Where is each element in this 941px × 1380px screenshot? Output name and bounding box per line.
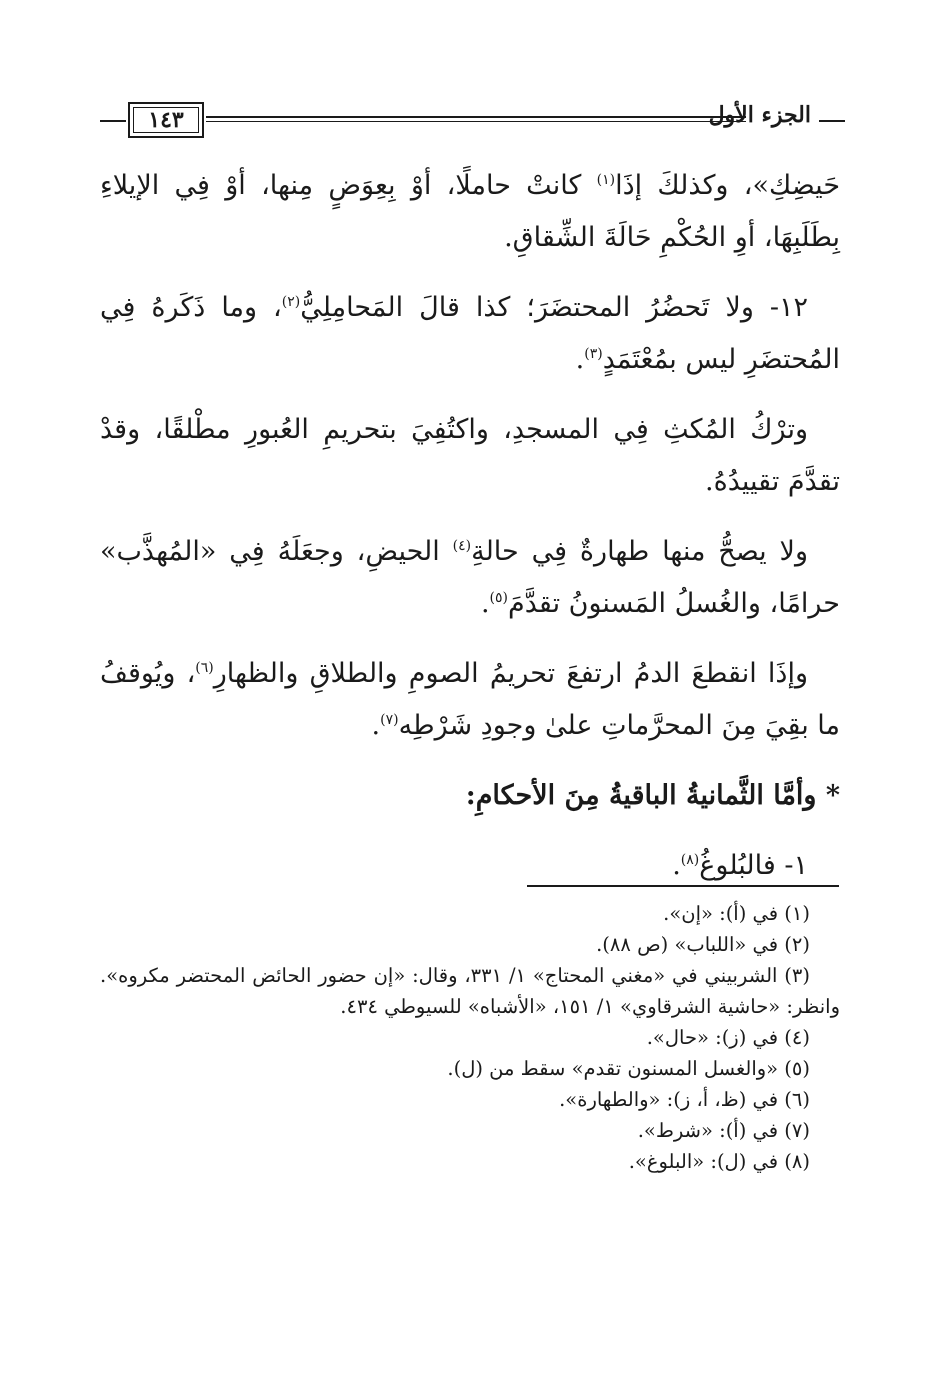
footnote-ref-6: (٦) xyxy=(195,660,214,676)
footnote-ref-4: (٤) xyxy=(452,538,472,554)
footnote-ref-1: (١) xyxy=(596,172,616,188)
footnote-4: (٤) في (ز): «حال». xyxy=(646,1026,810,1049)
paragraph-1-text: حَيضِكِ»، وكذلكَ إذَا xyxy=(615,170,841,201)
paragraph-1-rest: كانتْ حاملًا، أوْ بِعِوَضٍ مِنها، أوْ فِي الإيلاءِ بِطَلَبِهَا، أوِ الحُكْمِ حَالَةَ الشِّقاقِ. xyxy=(100,170,840,253)
footnote-5: (٥) «والغسل المسنون تقدم» سقط من (ل). xyxy=(447,1057,810,1080)
footnote-7: (٧) في (أ): «شرط». xyxy=(637,1119,810,1142)
paragraph-5 xyxy=(100,648,840,752)
header-rule-right xyxy=(819,120,845,122)
footnote-ref-7: (٧) xyxy=(380,712,399,728)
footnote-6: (٦) في (ظ، أ، ز): «والطهارة». xyxy=(559,1088,810,1111)
paragraph-4 xyxy=(100,526,840,630)
paragraph-2-text: ١٢- ولا تَحضُرُ المحتضَرَ؛ كذا قالَ المَحامِلِيُّ xyxy=(300,292,809,323)
footnote-ref-3: (٣) xyxy=(584,346,603,362)
list-item-1-text: ١- فالبُلوغُ xyxy=(699,850,808,881)
footnote-2: (٢) في «اللباب» (ص ٨٨). xyxy=(596,933,810,956)
paragraph-4-text: ولا يصحُّ منها طهارةٌ فِي حالةِ xyxy=(471,536,808,567)
paragraph-1 xyxy=(100,160,840,264)
paragraph-2-end: . xyxy=(575,344,585,375)
footnote-8: (٨) في (ل): «البلوغ». xyxy=(628,1150,810,1173)
section-heading: * وأمَّا الثَّمانيةُ الباقيةُ مِنَ الأحكامِ: xyxy=(465,780,840,811)
paragraph-3: وترْكُ المُكثِ فِي المسجدِ، واكتُفِيَ بتحريمِ العُبورِ مطْلقًا، وقدْ تقدَّمَ تقييدُهُ. xyxy=(100,414,840,497)
main-text xyxy=(100,160,840,910)
header-rule-left xyxy=(100,120,126,122)
page-header xyxy=(100,96,845,146)
running-title: الجزء الأول xyxy=(708,102,811,128)
list-item-1-end: . xyxy=(672,850,681,881)
paragraph-2-rest: ، وما ذَكَرهُ فِي المُحتضَرِ ليس بمُعْتَمَدٍ xyxy=(100,292,840,375)
footnote-separator xyxy=(527,885,839,887)
paragraph-5-text: وإذَا انقطعَ الدمُ ارتفعَ تحريمُ الصومِ والطلاقِ والظهارِ xyxy=(213,658,808,689)
header-rule xyxy=(206,116,746,118)
header-rule-thin xyxy=(206,121,746,122)
paragraph-5-end: . xyxy=(371,710,381,741)
page-number: ١٤٣ xyxy=(148,107,184,133)
paragraph-4-rest: الحيضِ، وجعَلَهُ فِي «المُهذَّب» حرامًا، والغُسلُ المَسنونُ تقدَّمَ xyxy=(100,536,840,619)
paragraph-4-end: . xyxy=(480,588,490,619)
page-number-frame xyxy=(128,102,204,138)
footnote-ref-2: (٢) xyxy=(281,294,301,310)
footnote-3: (٣) الشربيني في «مغني المحتاج» ١/ ٣٣١، وقال: «إن حضور الحائض المحتضر مكروه». وانظر: «حاشية الشرقاوي» ١/ ١٥١، «الأشباه» للسيوطي ٤٣٤. xyxy=(100,964,840,1018)
paragraph-2 xyxy=(100,282,840,386)
footnotes xyxy=(100,898,840,1177)
paragraph-5-rest: ، ويُوقفُ ما بقِيَ مِنَ المحرَّماتِ علىٰ وجودِ شَرْطِه xyxy=(100,658,840,741)
footnote-ref-5: (٥) xyxy=(489,590,509,606)
footnote-ref-8: (٨) xyxy=(680,852,700,868)
footnote-1: (١) في (أ): «إن». xyxy=(663,902,810,925)
